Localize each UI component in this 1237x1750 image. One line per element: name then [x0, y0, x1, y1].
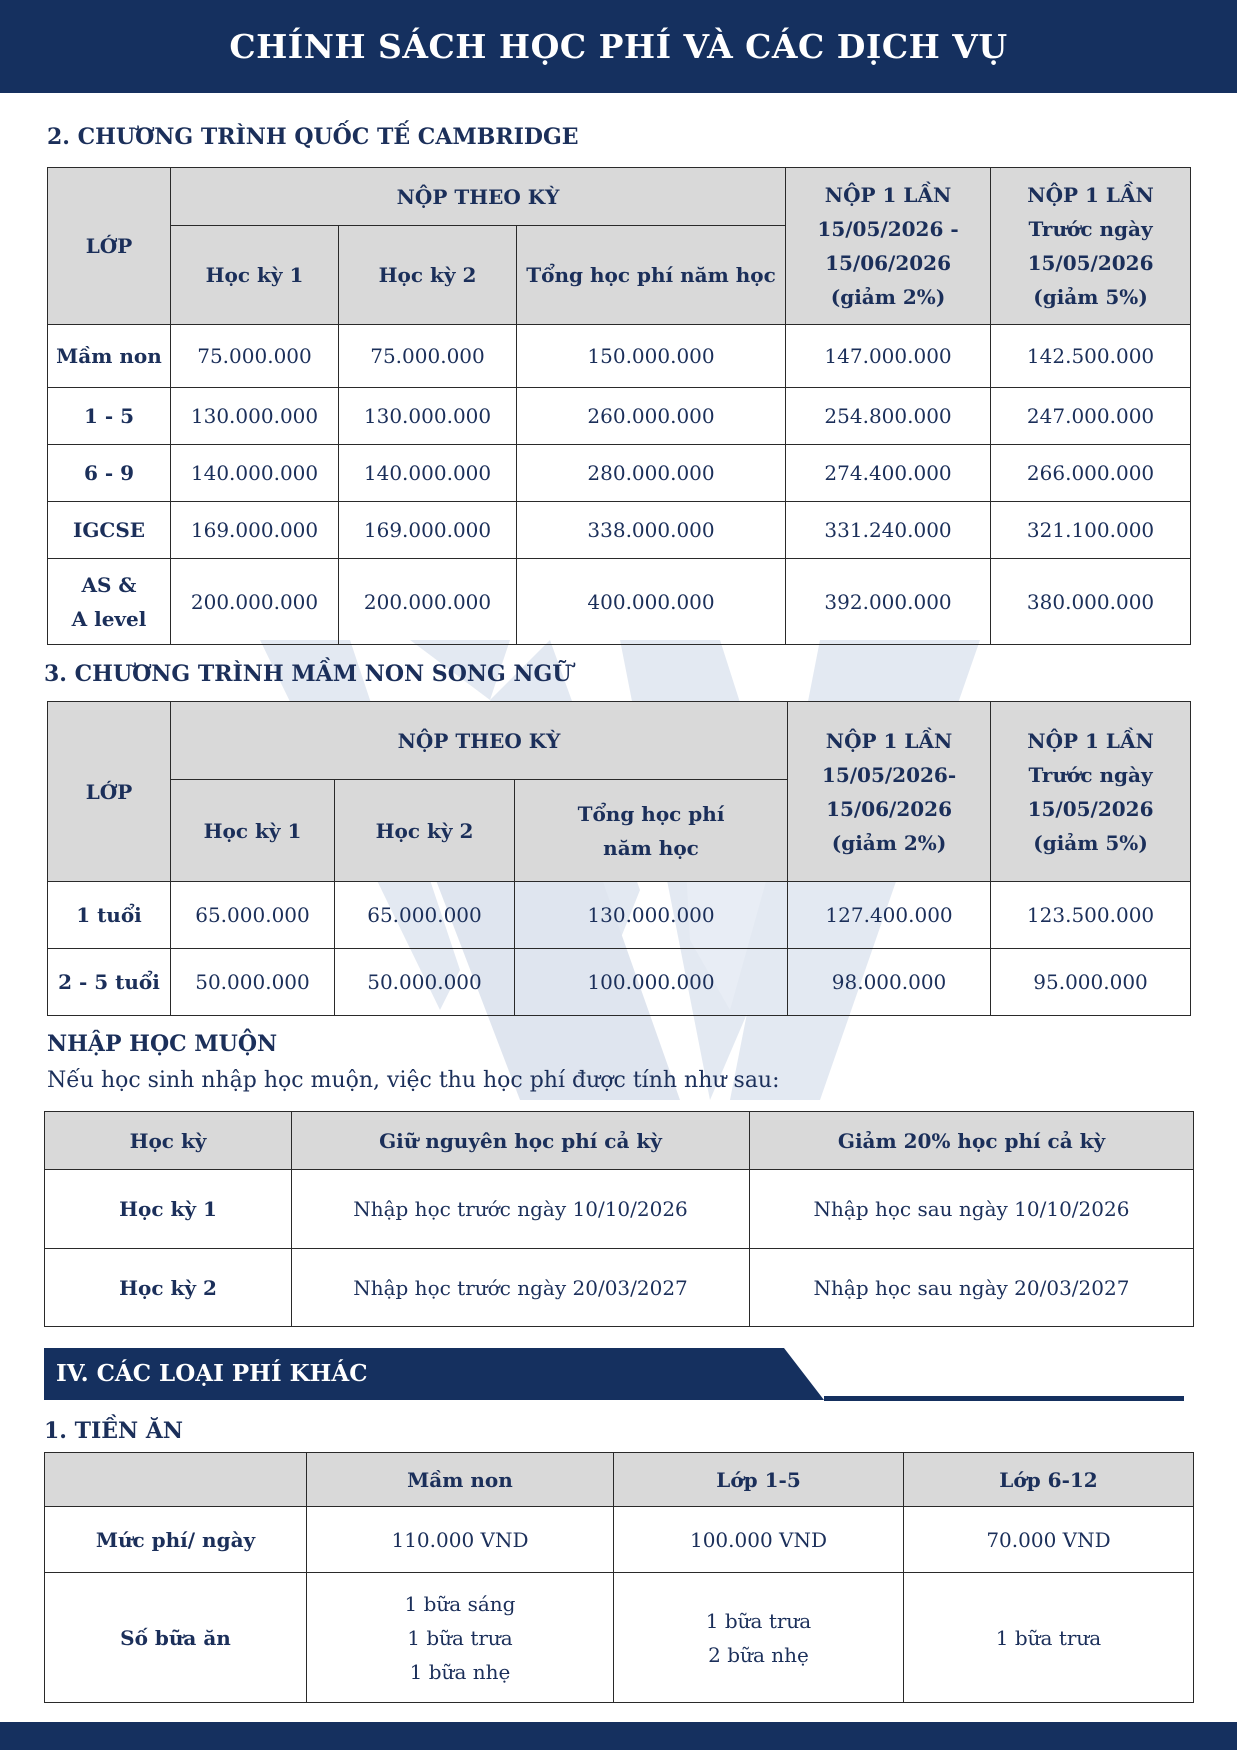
- page-title: CHÍNH SÁCH HỌC PHÍ VÀ CÁC DỊCH VỤ: [229, 27, 1008, 66]
- table-row: Số bữa ăn 1 bữa sáng 1 bữa trưa 1 bữa nhẹ 1 bữa trưa 2 bữa nhẹ 1 bữa trưa: [45, 1573, 1194, 1703]
- col-pay-once-discount-5: NỘP 1 LẦN Trước ngày 15/05/2026 (giảm 5%): [991, 702, 1191, 882]
- table-row: 1 tuổi 65.000.000 65.000.000 130.000.000 127.400.000 123.500.000: [48, 882, 1191, 949]
- col-grade-1-5: Lớp 1-5: [614, 1453, 904, 1507]
- col-year-total: Tổng học phí năm học: [517, 226, 786, 325]
- meals-heading: 1. TIỀN ĂN: [44, 1418, 184, 1444]
- col-grade-6-12: Lớp 6-12: [904, 1453, 1194, 1507]
- table-row: Mức phí/ ngày 110.000 VND 100.000 VND 70.000 VND: [45, 1507, 1194, 1573]
- cambridge-fee-table: [47, 167, 1191, 645]
- table-row: 2 - 5 tuổi 50.000.000 50.000.000 100.000.000 98.000.000 95.000.000: [48, 949, 1191, 1016]
- late-enrollment-table: [44, 1111, 1194, 1327]
- page-header: [0, 0, 1237, 93]
- table-row: 6 - 9 140.000.000 140.000.000 280.000.000 274.400.000 266.000.000: [48, 445, 1191, 502]
- section-banner-other-fees: [44, 1348, 1184, 1404]
- col-empty: [45, 1453, 307, 1507]
- col-preschool: Mầm non: [307, 1453, 614, 1507]
- col-class: LỚP: [48, 168, 171, 325]
- table-row: 1 - 5 130.000.000 130.000.000 260.000.000 254.800.000 247.000.000: [48, 388, 1191, 445]
- col-semester-2: Học kỳ 2: [335, 780, 515, 882]
- table-row: Học kỳ 1 Nhập học trước ngày 10/10/2026 Nhập học sau ngày 10/10/2026: [45, 1170, 1194, 1249]
- table-row: Học kỳ 2 Nhập học trước ngày 20/03/2027 Nhập học sau ngày 20/03/2027: [45, 1249, 1194, 1327]
- col-semester-2: Học kỳ 2: [339, 226, 517, 325]
- col-pay-once-discount-2: NỘP 1 LẦN 15/05/2026 - 15/06/2026 (giảm 2%): [786, 168, 991, 325]
- bilingual-heading: 3. CHƯƠNG TRÌNH MẦM NON SONG NGỮ: [44, 661, 572, 687]
- table-row: IGCSE 169.000.000 169.000.000 338.000.000 331.240.000 321.100.000: [48, 502, 1191, 559]
- table-row: AS & A level 200.000.000 200.000.000 400.000.000 392.000.000 380.000.000: [48, 559, 1191, 645]
- cambridge-heading: 2. CHƯƠNG TRÌNH QUỐC TẾ CAMBRIDGE: [47, 124, 579, 150]
- col-pay-once-discount-2: NỘP 1 LẦN 15/05/2026- 15/06/2026 (giảm 2%): [788, 702, 991, 882]
- col-keep-full-fee: Giữ nguyên học phí cả kỳ: [292, 1112, 750, 1170]
- page-footer-bar: [0, 1722, 1237, 1750]
- col-pay-once-discount-5: NỘP 1 LẦN Trước ngày 15/05/2026 (giảm 5%): [991, 168, 1191, 325]
- col-class: LỚP: [48, 702, 171, 882]
- banner-title: IV. CÁC LOẠI PHÍ KHÁC: [56, 1360, 368, 1387]
- col-semester-1: Học kỳ 1: [171, 780, 335, 882]
- late-enrollment-intro: Nếu học sinh nhập học muộn, việc thu học phí được tính như sau:: [47, 1068, 780, 1093]
- col-year-total: Tổng học phí năm học: [515, 780, 788, 882]
- meals-table: [44, 1452, 1194, 1703]
- col-discount-20: Giảm 20% học phí cả kỳ: [750, 1112, 1194, 1170]
- table-row: Mầm non 75.000.000 75.000.000 150.000.000 147.000.000 142.500.000: [48, 325, 1191, 388]
- col-group-term: NỘP THEO KỲ: [171, 168, 786, 226]
- col-group-term: NỘP THEO KỲ: [171, 702, 788, 780]
- col-semester-1: Học kỳ 1: [171, 226, 339, 325]
- bilingual-fee-table: [47, 701, 1191, 1016]
- late-enrollment-heading: NHẬP HỌC MUỘN: [47, 1031, 278, 1057]
- col-semester: Học kỳ: [45, 1112, 292, 1170]
